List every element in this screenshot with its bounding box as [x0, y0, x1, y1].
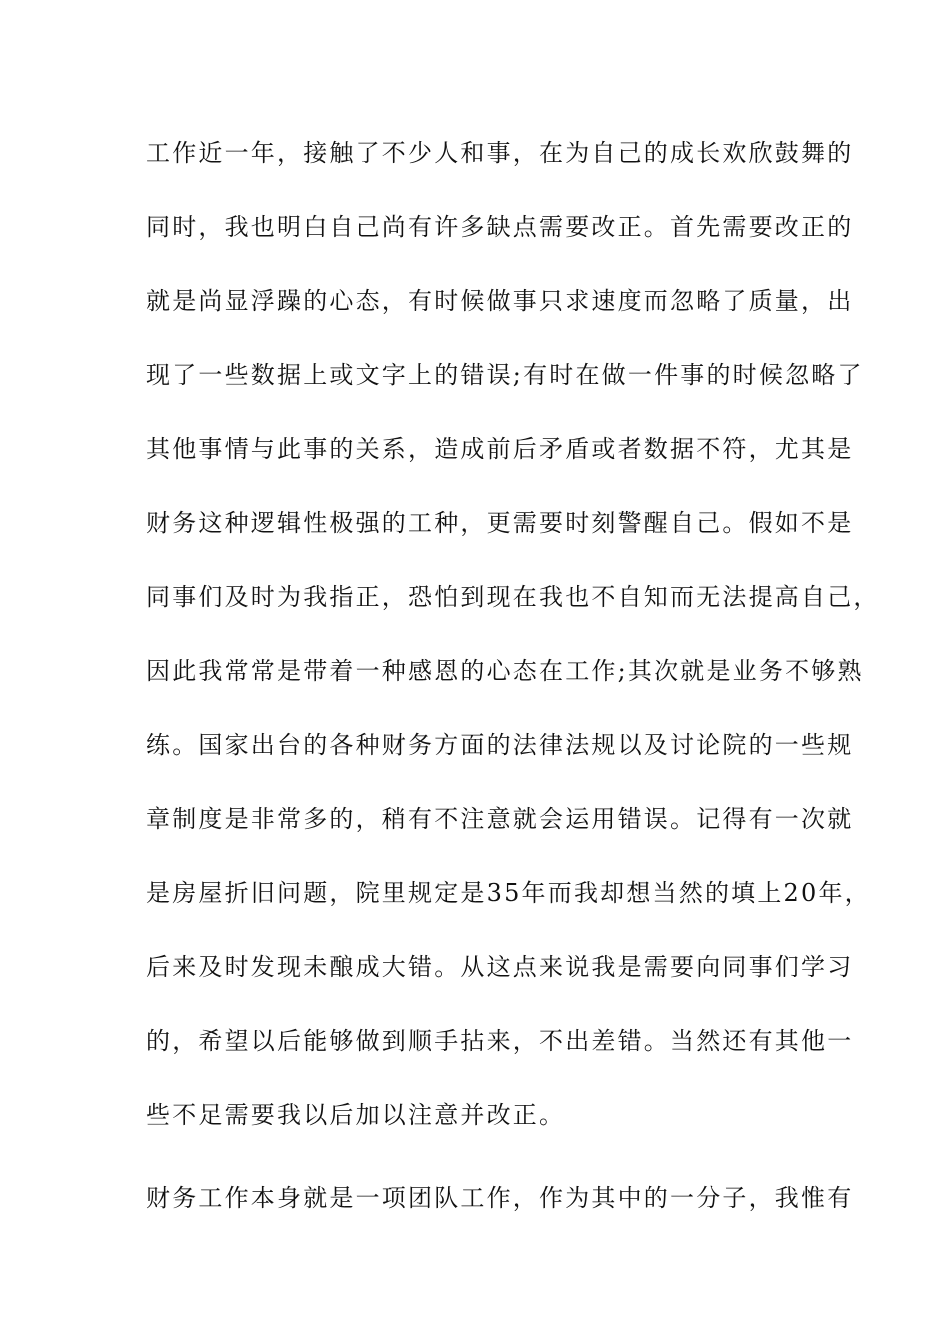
paragraph-line: 章制度是非常多的，稍有不注意就会运用错误。记得有一次就: [146, 805, 854, 833]
paragraph-line: 同事们及时为我指正，恐怕到现在我也不自知而无法提高自己，: [146, 583, 880, 611]
paragraph-line: 其他事情与此事的关系，造成前后矛盾或者数据不符，尤其是: [146, 435, 854, 463]
paragraph-line: 些不足需要我以后加以注意并改正。: [146, 1101, 566, 1129]
paragraph-line: 财务这种逻辑性极强的工种，更需要时刻警醒自己。假如不是: [146, 509, 854, 537]
paragraph-line: 同时，我也明白自己尚有许多缺点需要改正。首先需要改正的: [146, 213, 854, 241]
paragraph-line: 财务工作本身就是一项团队工作，作为其中的一分子，我惟有: [146, 1184, 854, 1212]
paragraph-line: 练。国家出台的各种财务方面的法律法规以及讨论院的一些规: [146, 731, 854, 759]
paragraph-line: 后来及时发现未酿成大错。从这点来说我是需要向同事们学习: [146, 953, 854, 981]
paragraph-line: 就是尚显浮躁的心态，有时候做事只求速度而忽略了质量，出: [146, 287, 854, 315]
paragraph-line: 现了一些数据上或文字上的错误;有时在做一件事的时候忽略了: [146, 361, 864, 389]
paragraph-line: 因此我常常是带着一种感恩的心态在工作;其次就是业务不够熟: [146, 657, 864, 685]
paragraph-line: 工作近一年，接触了不少人和事，在为自己的成长欢欣鼓舞的: [146, 139, 854, 167]
paragraph-line: 是房屋折旧问题，院里规定是35年而我却想当然的填上20年，: [146, 879, 871, 907]
paragraph-line: 的，希望以后能够做到顺手拈来，不出差错。当然还有其他一: [146, 1027, 854, 1055]
